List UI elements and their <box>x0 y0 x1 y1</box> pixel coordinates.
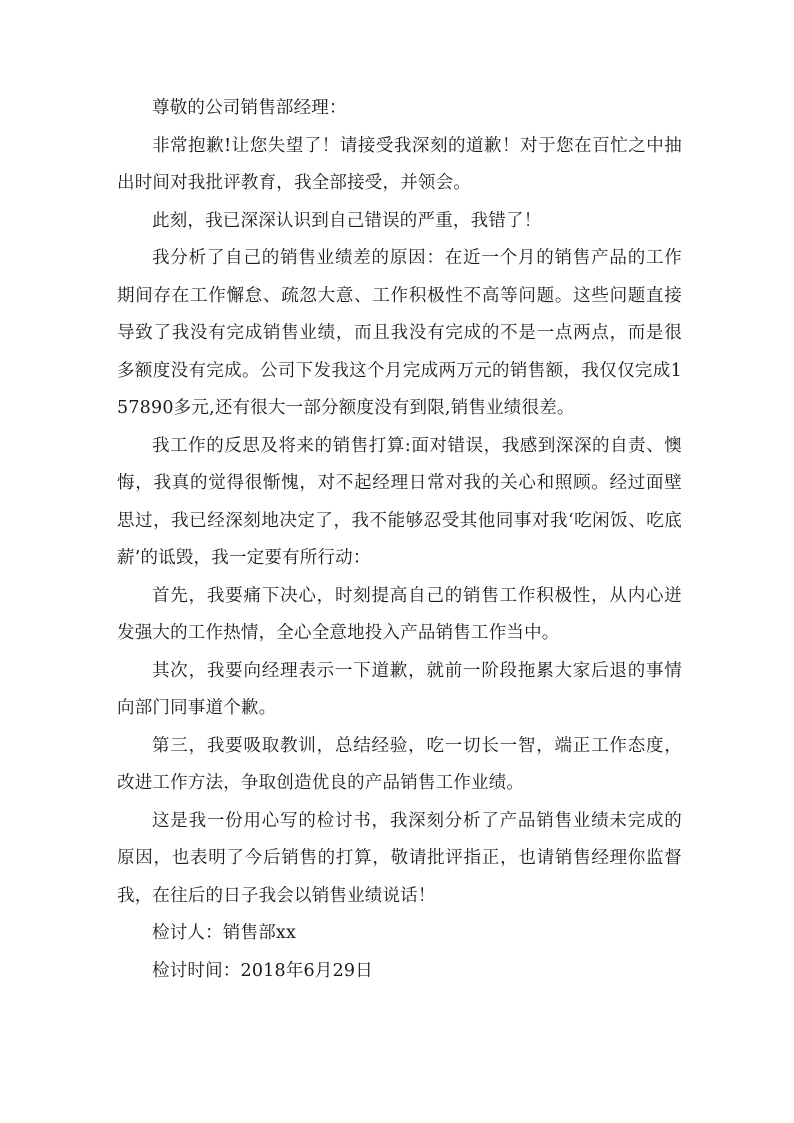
paragraph-closing: 这是我一份用心写的检讨书，我深刻分析了产品销售业绩未完成的原因，也表明了今后销售的打算，敬请批评指正，也请销售经理你监督我，在往后的日子我会以销售业绩说话！ <box>117 810 682 906</box>
paragraph-reflection: 我工作的反思及将来的销售打算:面对错误，我感到深深的自责、懊悔，我真的觉得很惭愧，对不起经理日常对我的关心和照顾。经过面壁思过，我已经深刻地决定了，我不能够忍受其他同事对我‘吃闲饭、吃底薪’的诋毁，我一定要有所行动： <box>117 435 682 568</box>
paragraph-first: 首先，我要痛下决心，时刻提高自己的销售工作积极性，从内心迸发强大的工作热情，全心全意地投入产品销售工作当中。 <box>117 585 682 643</box>
letter-body <box>117 90 682 990</box>
paragraph-second: 其次，我要向经理表示一下道歉，就前一阶段拖累大家后退的事情向部门同事道个歉。 <box>117 660 682 718</box>
signature: 检讨人：销售部xx <box>152 923 297 943</box>
paragraph-realization: 此刻，我已深深认识到自己错误的严重，我错了！ <box>152 210 542 231</box>
date-line: 检讨时间：2018年6月29日 <box>152 960 373 981</box>
paragraph-third: 第三，我要吸取教训，总结经验，吃一切长一智，端正工作态度，改进工作方法，争取创造优良的产品销售工作业绩。 <box>117 735 682 793</box>
paragraph-apology: 非常抱歉!让您失望了！请接受我深刻的道歉！对于您在百忙之中抽出时间对我批评教育，我全部接受，并领会。 <box>117 135 682 193</box>
salutation: 尊敬的公司销售部经理： <box>152 98 347 118</box>
paragraph-analysis: 我分析了自己的销售业绩差的原因：在近一个月的销售产品的工作期间存在工作懈怠、疏忽大意、工作积极性不高等问题。这些问题直接导致了我没有完成销售业绩，而且我没有完成的不是一点两点，而是很多额度没有完成。公司下发我这个月完成两万元的销售额，我仅仅完成157890多元,还有很大一部分额度没有到限,销售业绩很差。 <box>117 248 682 418</box>
